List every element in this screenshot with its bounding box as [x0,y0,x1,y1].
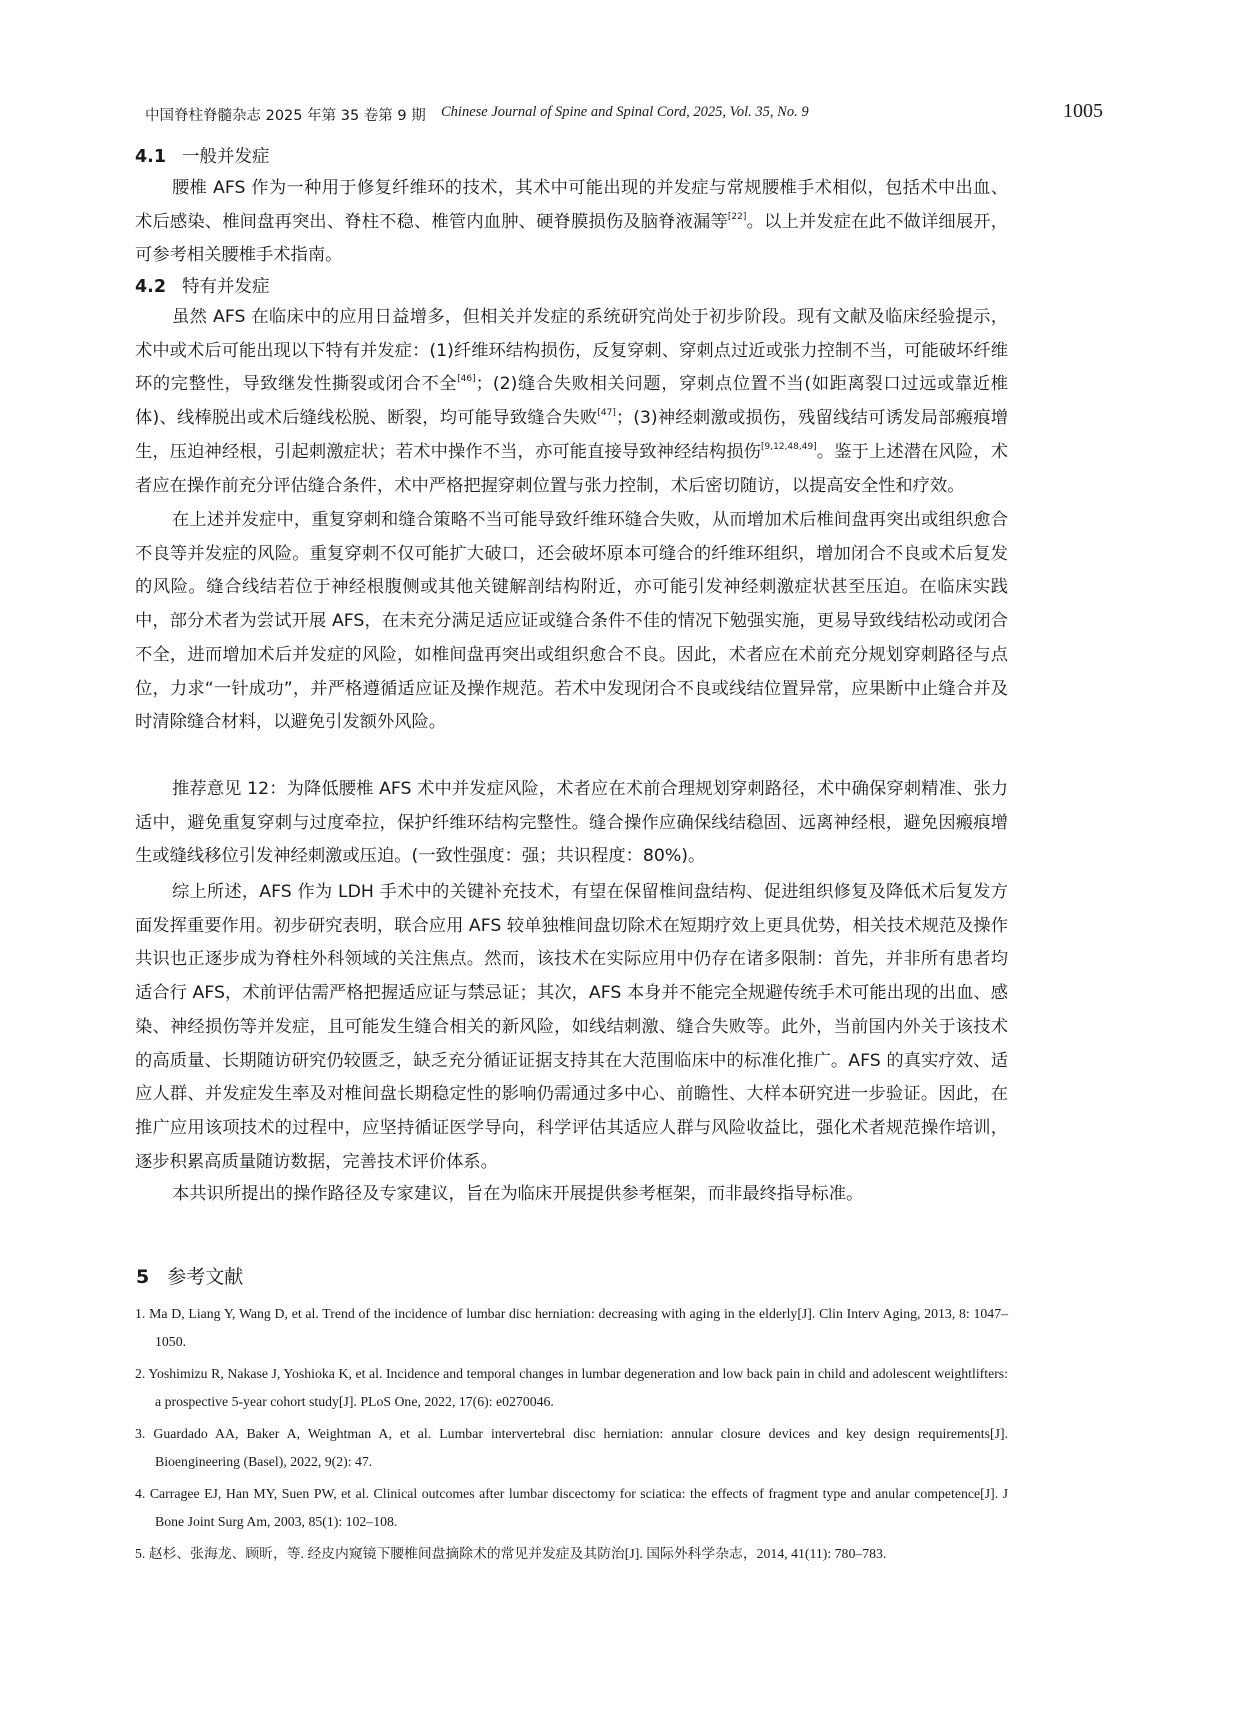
paragraph-specific-complications: 虽然 AFS 在临床中的应用日益增多，但相关并发症的系统研究尚处于初步阶段。现有文献及临床经验提示，术中或术后可能出现以下特有并发症：(1)纤维环结构损伤，反复穿刺、穿刺点过近或张力控制不当，可能破坏纤维环的完整性，导致继发性撕裂或闭合不全[46]；(2)缝合失败相关问题，穿刺点位置不当(如距离裂口过远或靠近椎体)、线棒脱出或术后缝线松脱、断裂，均可能导致缝合失败[47]；(3)神经刺激或损伤，残留线结可诱发局部瘢痕增生，压迫神经根，引起刺激症状；若术中操作不当，亦可能直接导致神经结构损伤[9,12,48,49]。鉴于上述潜在风险，术者应在操作前充分评估缝合条件，术中严格把握穿刺位置与张力控制，术后密切随访，以提高安全性和疗效。 [135,307,1008,496]
section-number: 4.2 [135,277,167,297]
running-header [145,100,1103,134]
paragraph-repeat-puncture: 在上述并发症中，重复穿刺和缝合策略不当可能导致纤维环缝合失败，从而增加术后椎间盘再突出或组织愈合不良等并发症的风险。重复穿刺不仅可能扩大破口，还会破坏原本可缝合的纤维环组织，增加闭合不良或术后复发的风险。缝合线结若位于神经根腹侧或其他关键解剖结构附近，亦可能引发神经刺激症状甚至压迫。在临床实践中，部分术者为尝试开展 AFS，在未充分满足适应证或缝合条件不佳的情况下勉强实施，更易导致线结松动或闭合不全，进而增加术后并发症的风险，如椎间盘再突出或组织愈合不良。因此，术者应在术前充分规划穿刺路径与点位，力求“一针成功”，并严格遵循适应证及操作规范。若术中发现闭合不良或线结位置异常，应果断中止缝合并及时清除缝合材料，以避免引发额外风险。 [135,510,1008,733]
section-heading-4-1 [135,143,270,168]
paragraph-closing: 本共识所提出的操作路径及专家建议，旨在为临床开展提供参考框架，而非最终指导标准。 [172,1184,864,1204]
section-number: 4.1 [135,147,167,167]
paragraph-general-complications: 腰椎 AFS 作为一种用于修复纤维环的技术，其术中可能出现的并发症与常规腰椎手术相似，包括术中出血、术后感染、椎间盘再突出、脊柱不稳、椎管内血肿、硬脊膜损伤及脑脊液漏等[22]。以上并发症在此不做详细展开，可参考相关腰椎手术指南。 [135,178,1008,266]
reference-item: 4. Carragee EJ, Han MY, Suen PW, et al. Clinical outcomes after lumbar discectomy for sciatica: the effects of fragment type and anular competence[J]. J Bone Joint Surg Am, 2003, 85(1): 102–108. [135,1486,1008,1529]
journal-title-cn: 中国脊柱脊髓杂志 2025 年第 35 卷第 9 期 [145,108,426,124]
citation: [9,12,48,49] [761,441,817,452]
reference-list [135,1300,1008,1573]
section-heading-4-2 [135,273,270,298]
reference-item: 2. Yoshimizu R, Nakase J, Yoshioka K, et al. Incidence and temporal changes in lumbar degeneration and low back pain in child and adolescent weightlifters: a prospective 5-year cohort study[J]. PLoS One, 2022, 17(6): e0270046. [135,1366,1008,1409]
page-number: 1005 [1063,100,1103,122]
reference-item: 5. 赵杉、张海龙、顾昕，等. 经皮内窥镜下腰椎间盘摘除术的常见并发症及其防治[J]. 国际外科学杂志，2014, 41(11): 780–783. [135,1546,887,1561]
citation: [46] [457,374,476,385]
paragraph-recommendation-12: 推荐意见 12：为降低腰椎 AFS 术中并发症风险，术者应在术前合理规划穿刺路径，术中确保穿刺精准、张力适中，避免重复穿刺与过度牵拉，保护纤维环结构完整性。缝合操作应确保线结稳固、远离神经根，避免因瘢痕增生或缝线移位引发神经刺激或压迫。(一致性强度：强；共识程度：80%)。 [135,779,1008,867]
journal-title-en: Chinese Journal of Spine and Spinal Cord, 2025, Vol. 35, No. 9 [441,104,809,120]
reference-item: 1. Ma D, Liang Y, Wang D, et al. Trend of the incidence of lumbar disc herniation: decreasing with aging in the elderly[J]. Clin Interv Aging, 2013, 8: 1047–1050. [135,1306,1008,1349]
citation: [47] [597,408,616,419]
citation: [22] [727,211,747,222]
section-number: 5 [136,1266,150,1288]
section-title: 一般并发症 [182,147,270,167]
section-title: 特有并发症 [182,277,270,297]
references-heading [136,1262,243,1289]
paragraph-summary: 综上所述，AFS 作为 LDH 手术中的关键补充技术，有望在保留椎间盘结构、促进组织修复及降低术后复发方面发挥重要作用。初步研究表明，联合应用 AFS 较单独椎间盘切除术在短期疗效上更具优势，相关技术规范及操作共识也正逐步成为脊柱外科领域的关注焦点。然而，该技术在实际应用中仍存在诸多限制：首先，并非所有患者均适合行 AFS，术前评估需严格把握适应证与禁忌证；其次，AFS 本身并不能完全规避传统手术可能出现的出血、感染、神经损伤等并发症，且可能发生缝合相关的新风险，如线结刺激、缝合失败等。此外，当前国内外关于该技术的高质量、长期随访研究仍较匮乏，缺乏充分循证证据支持其在大范围临床中的标准化推广。AFS 的真实疗效、适应人群、并发症发生率及对椎间盘长期稳定性的影响仍需通过多中心、前瞻性、大样本研究进一步验证。因此，在推广应用该项技术的过程中，应坚持循证医学导向，科学评估其适应人群与风险收益比，强化术者规范操作培训，逐步积累高质量随访数据，完善技术评价体系。 [135,882,1008,1172]
section-title: 参考文献 [167,1266,244,1288]
reference-item: 3. Guardado AA, Baker A, Weightman A, et al. Lumbar intervertebral disc herniation: annular closure devices and key design requirements[J]. Bioengineering (Basel), 2022, 9(2): 47. [135,1426,1008,1469]
